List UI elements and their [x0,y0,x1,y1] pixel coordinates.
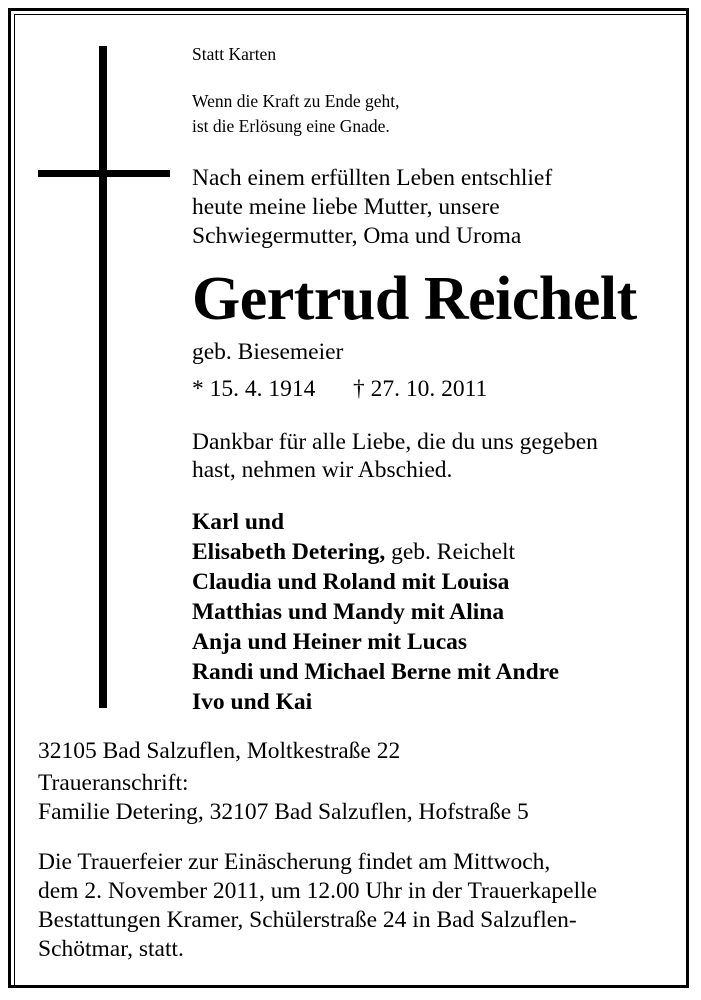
thanks-line-1: Dankbar für alle Liebe, die du uns gegeben [192,429,598,455]
mourner-line-2-maiden: geb. Reichelt [385,539,516,565]
intro-line-3: Schwiegermutter, Oma und Uroma [192,223,522,249]
mourner-line-5: Anja und Heiner mit Lucas [192,629,468,655]
mourner-line-2-name: Elisabeth Detering, [192,539,386,565]
cross-icon-horizontal-bar [38,170,170,177]
intro-line-2: heute meine liebe Mutter, unsere [192,194,500,220]
death-date: † 27. 10. 2011 [353,376,488,402]
mourner-line-7: Ivo und Kai [192,689,313,715]
statt-karten: Statt Karten [192,44,277,64]
cross-icon-vertical-bar [99,46,107,708]
mourner-line-3: Claudia und Roland mit Louisa [192,569,510,595]
ceremony-line-1: Die Trauerfeier zur Einäscherung findet am Mittwoch, [38,849,551,875]
maiden-name: geb. Biesemeier [192,339,344,365]
mourner-line-4: Matthias und Mandy mit Alina [192,599,505,625]
mourner-line-1: Karl und [192,509,285,535]
birth-date: * 15. 4. 1914 [192,376,316,402]
ceremony-line-2: dem 2. November 2011, um 12.00 Uhr in der Trauerkapelle [38,878,598,904]
mourner-line-2 [192,541,515,565]
mourning-address: Familie Detering, 32107 Bad Salzuflen, Hofstraße 5 [38,799,529,825]
home-address: 32105 Bad Salzuflen, Moltkestraße 22 [38,738,401,764]
mourner-line-6: Randi und Michael Berne mit Andre [192,659,560,685]
motto-line-2: ist die Erlösung eine Gnade. [192,116,390,136]
deceased-name: Gertrud Reichelt [192,265,637,333]
ceremony-line-4: Schötmar, statt. [38,936,184,962]
intro-line-1: Nach einem erfüllten Leben entschlief [192,165,553,191]
thanks-line-2: hast, nehmen wir Abschied. [192,457,453,483]
motto-line-1: Wenn die Kraft zu Ende geht, [192,91,400,111]
ceremony-line-3: Bestattungen Kramer, Schülerstraße 24 in Bad Salzuflen- [38,907,577,933]
mourning-address-label: Traueranschrift: [38,770,189,796]
inner-border [14,14,687,988]
